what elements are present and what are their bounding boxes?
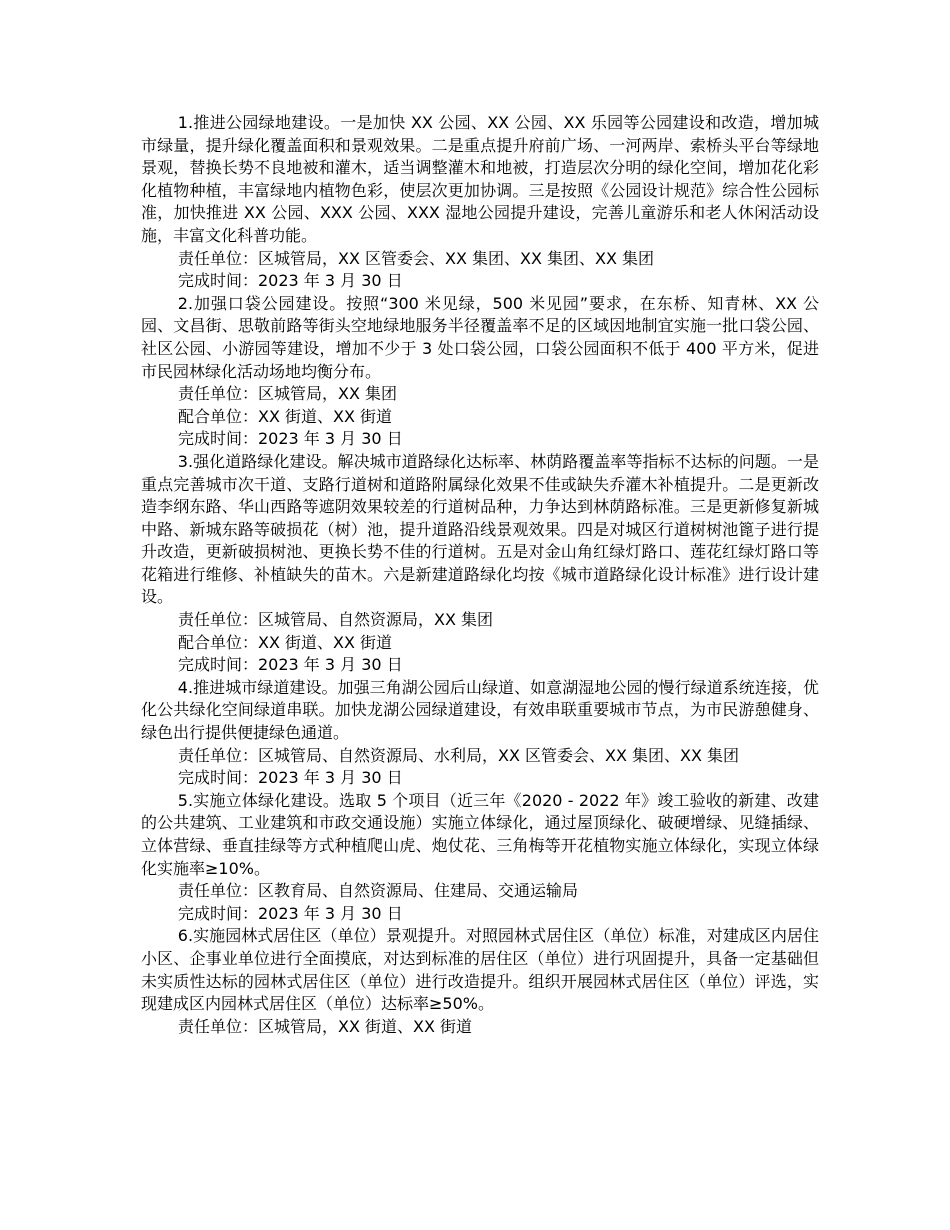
section-3-cooperating: 配合单位：XX 街道、XX 街道	[178, 632, 393, 652]
section-3-completion: 完成时间：2023 年 3 月 30 日	[178, 655, 403, 675]
section-2-cooperating: 配合单位：XX 街道、XX 街道	[178, 406, 393, 426]
section-5-completion: 完成时间：2023 年 3 月 30 日	[178, 903, 403, 923]
section-5-text: 5.实施立体绿化建设。选取 5 个项目（近三年《2020 - 2022 年》竣工验收的新建、改建的公共建筑、工业建筑和市政交通设施）实施立体绿化，通过屋顶绿化、破硬增绿、见缝插绿、立体营绿、垂直挂绿等方式种植爬山虎、炮仗花、三角梅等开花植物实施立体绿化，实现立体绿化实施率≥10%。	[141, 790, 819, 878]
section-4-responsible: 责任单位：区城管局、自然资源局、水利局，XX 区管委会、XX 集团、XX 集团	[178, 745, 740, 765]
section-3-text: 3.强化道路绿化建设。解决城市道路绿化达标率、林荫路覆盖率等指标不达标的问题。一是重点完善城市次干道、支路行道树和道路附属绿化效果不佳或缺失乔灌木补植提升。二是更新改造李纲东路、华山西路等遮阴效果较差的行道树品种，力争达到林荫路标准。三是更新修复新城中路、新城东路等破损花（树）池，提升道路沿线景观效果。四是对城区行道树树池篦子进行提升改造，更新破损树池、更换长势不佳的行道树。五是对金山角红绿灯路口、莲花红绿灯路口等花箱进行维修、补植缺失的苗木。六是新建道路绿化均按《城市道路绿化设计标准》进行设计建设。	[141, 451, 819, 607]
section-2-text: 2.加强口袋公园建设。按照“300 米见绿，500 米见园”要求，在东桥、知青林、XX 公园、文昌街、思敬前路等街头空地绿地服务半径覆盖率不足的区域因地制宜实施一批口袋公园、社区公园、小游园等建设，增加不少于 3 处口袋公园，口袋公园面积不低于 400 平方米，促进市民园林绿化活动场地均衡分布。	[141, 293, 819, 381]
section-3-responsible: 责任单位：区城管局、自然资源局，XX 集团	[178, 610, 494, 630]
section-5-responsible: 责任单位：区教育局、自然资源局、住建局、交通运输局	[178, 881, 579, 901]
section-2-responsible: 责任单位：区城管局，XX 集团	[178, 384, 398, 404]
section-2-completion: 完成时间：2023 年 3 月 30 日	[178, 429, 403, 449]
section-1-responsible: 责任单位：区城管局，XX 区管委会、XX 集团、XX 集团、XX 集团	[178, 248, 655, 268]
section-1-text: 1.推进公园绿地建设。一是加快 XX 公园、XX 公园、XX 乐园等公园建设和改造，增加城市绿量，提升绿化覆盖面积和景观效果。二是重点提升府前广场、一河两岸、索桥头平台等绿地景观，替换长势不良地被和灌木，适当调整灌木和地被，打造层次分明的绿化空间，增加花化彩化植物种植，丰富绿地内植物色彩，使层次更加协调。三是按照《公园设计规范》综合性公园标准，加快推进 XX 公园、XXX 公园、XXX 湿地公园提升建设，完善儿童游乐和老人休闲活动设施，丰富文化科普功能。	[141, 113, 819, 245]
section-6-responsible: 责任单位：区城管局，XX 街道、XX 街道	[178, 1016, 473, 1036]
document-body	[141, 112, 819, 1038]
section-6-text: 6.实施园林式居住区（单位）景观提升。对照园林式居住区（单位）标准，对建成区内居住小区、企事业单位进行全面摸底，对达到标准的居住区（单位）进行巩固提升，具备一定基础但未实质性达标的园林式居住区（单位）进行改造提升。组织开展园林式居住区（单位）评选，实现建成区内园林式居住区（单位）达标率≥50%。	[141, 926, 819, 1014]
section-4-text: 4.推进城市绿道建设。加强三角湖公园后山绿道、如意湖湿地公园的慢行绿道系统连接，优化公共绿化空间绿道串联。加快龙湖公园绿道建设，有效串联重要城市节点，为市民游憩健身、绿色出行提供便捷绿色通道。	[141, 677, 819, 743]
section-1-completion: 完成时间：2023 年 3 月 30 日	[178, 271, 403, 291]
section-4-completion: 完成时间：2023 年 3 月 30 日	[178, 768, 403, 788]
